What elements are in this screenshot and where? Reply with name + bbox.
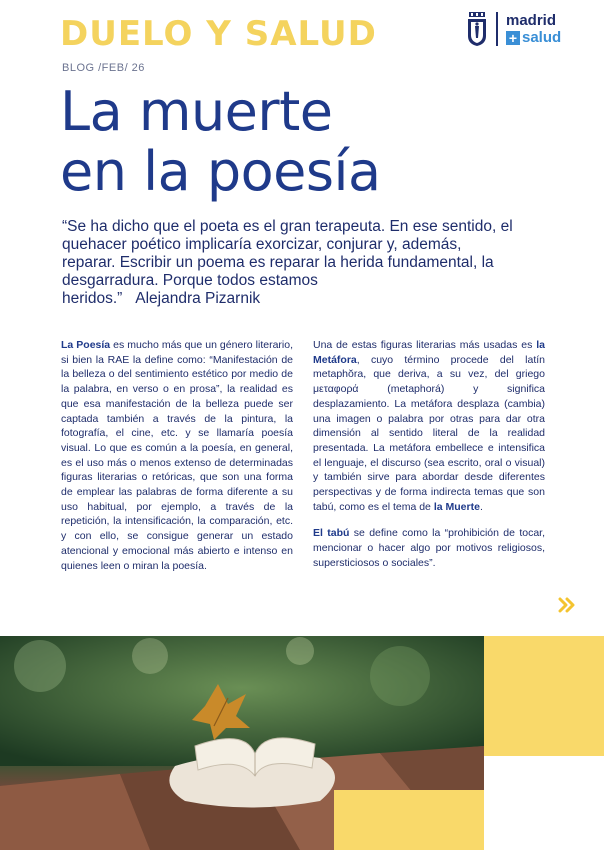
paragraph-text: es mucho más que un género literario, si bien la RAE la define como: “Manifestación de la belleza o del sentimiento estético por medio de la palabra, en verso o en prosa”, la realidad es que esa manifestación de la belleza puede ser captada también a través de la pintura, la fotografía, el cine, etc. y se llamaría poesía visual. Lo que es común a la poesía, en general, es el uso más o menos extenso de determinadas figuras literarias o retóricas, que son una forma de emplear las palabras de forma diferente a su uso habitual, por ejemplo, a través de la repetición, la intensificación, la comparación, etc. y con ello, se consigue generar un estado atencional y emocional más abierto e intenso en quienes leen o miran la poesía.	[61, 339, 293, 572]
epigraph-quote	[62, 218, 514, 308]
logo-divider	[496, 12, 498, 46]
logo-plus-icon: +	[506, 31, 520, 45]
blog-meta: BLOG /FEB/ 26	[62, 62, 145, 74]
quote-text: “Se ha dicho que el poeta es el gran terapeuta. En ese sentido, el quehacer poético implicaría exorcizar, conjurar y, además, reparar. Escribir un poema es reparar la herida fundamental, la desgarradura. Porque todos estamos heridos.”	[62, 218, 513, 307]
title-line-2: en la poesía	[60, 140, 381, 203]
bold-term: la Metáfora	[313, 339, 545, 366]
paragraph	[313, 338, 545, 514]
title-line-1: La muerte	[60, 80, 333, 143]
paragraph-text: se define como la “prohibición de tocar, mencionar o hacer algo por motivos religiosos, supersticiosos o sociales”.	[313, 527, 545, 569]
section-title: DUELO Y SALUD	[60, 14, 377, 54]
paragraph-text: , cuyo término procede del latín metaphŏra, que deriva, a su vez, del griego μεταφορά (metaphorá) y significa desplazamiento. La metáfora desplaza (cambia) una imagen o palabra por otras para dar otra dimensión al sentido literal de la realidad presentada. La metáfora embellece e intensifica el lenguaje, el discurso (sea escrito, oral o visual) y también sirve para abordar desde diferentes perspectivas y de forma indirecta temas que son tabú, como es el tema de	[313, 353, 545, 513]
bold-term: La Poesía	[61, 339, 111, 351]
logo-salud-text: salud	[522, 29, 562, 46]
bold-term: la Muerte	[433, 500, 480, 513]
paragraph-text: .	[479, 500, 483, 513]
paragraph-text: Una de estas figuras literarias más usadas es	[313, 339, 537, 351]
chevron-right-icon[interactable]	[558, 597, 578, 613]
paragraph	[61, 338, 293, 573]
article-column-left	[61, 338, 293, 585]
decorative-yellow-block	[334, 790, 484, 850]
article-title	[60, 82, 540, 202]
bold-term: El tabú	[313, 527, 350, 540]
article-column-right	[313, 338, 545, 583]
paragraph	[313, 526, 545, 570]
madrid-crest-icon	[466, 12, 488, 46]
madrid-salud-logo	[466, 10, 586, 50]
quote-author: Alejandra Pizarnik	[135, 290, 261, 307]
decorative-yellow-block	[484, 636, 604, 756]
logo-madrid-text: madrid	[506, 12, 557, 29]
